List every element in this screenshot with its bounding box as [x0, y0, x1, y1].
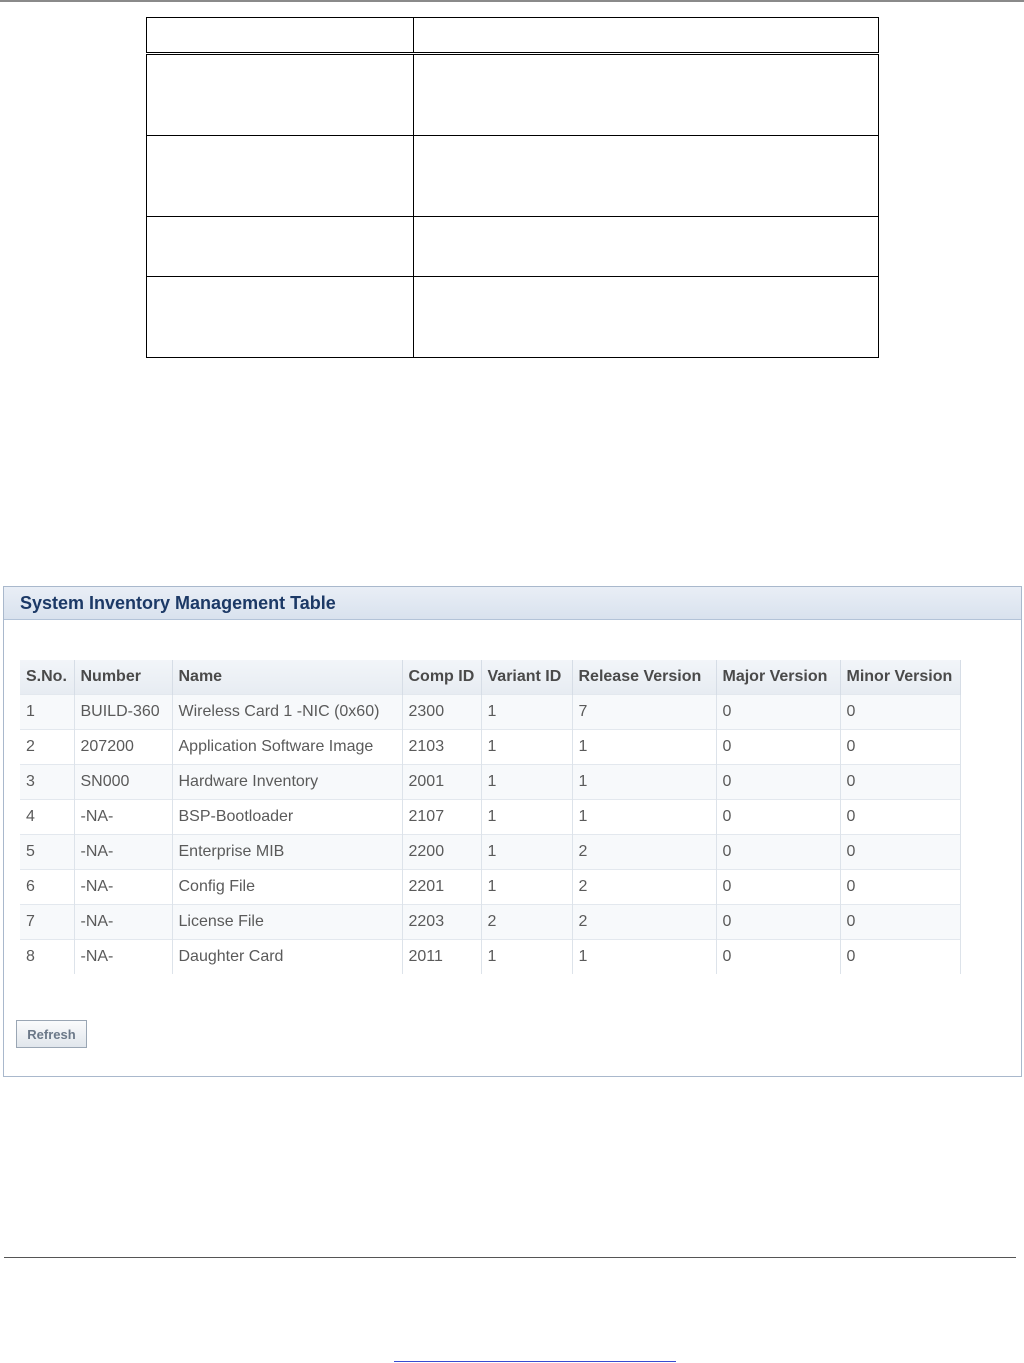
cell-sno: 2 [20, 730, 74, 765]
footer-rule [4, 1257, 1016, 1258]
top-rule [0, 0, 1024, 2]
parameter-row [147, 217, 879, 277]
cell-major-version: 0 [716, 765, 840, 800]
cell-sno: 1 [20, 695, 74, 730]
column-header-variant-id: Variant ID [481, 660, 572, 695]
cell-major-version: 0 [716, 730, 840, 765]
refresh-button[interactable]: Refresh [16, 1020, 87, 1048]
cell-name: Enterprise MIB [172, 835, 402, 870]
cell-name: Daughter Card [172, 940, 402, 975]
cell-name: Wireless Card 1 -NIC (0x60) [172, 695, 402, 730]
table-row [20, 835, 960, 870]
cell-name: License File [172, 905, 402, 940]
column-header-number: Number [74, 660, 172, 695]
cell-number: SN000 [74, 765, 172, 800]
cell-number: -NA- [74, 940, 172, 975]
column-header-release-version: Release Version [572, 660, 716, 695]
cell-minor-version: 0 [840, 940, 960, 975]
cell-variant-id: 2 [481, 905, 572, 940]
cell-variant-id: 1 [481, 765, 572, 800]
table-row [20, 905, 960, 940]
column-header-major-version: Major Version [716, 660, 840, 695]
parameter-table-header [147, 18, 879, 54]
cell-comp-id: 2011 [402, 940, 481, 975]
column-header-name: Name [172, 660, 402, 695]
cell-variant-id: 1 [481, 695, 572, 730]
table-row [20, 695, 960, 730]
parameter-table [146, 17, 879, 358]
table-row [20, 940, 960, 975]
inventory-panel [3, 586, 1022, 1077]
column-header-comp-id: Comp ID [402, 660, 481, 695]
cell-comp-id: 2001 [402, 765, 481, 800]
cell-comp-id: 2200 [402, 835, 481, 870]
footer-link-underline[interactable] [394, 1361, 676, 1362]
table-row [20, 800, 960, 835]
cell-major-version: 0 [716, 835, 840, 870]
cell-variant-id: 1 [481, 870, 572, 905]
cell-number: 207200 [74, 730, 172, 765]
cell-major-version: 0 [716, 695, 840, 730]
cell-major-version: 0 [716, 800, 840, 835]
cell-variant-id: 1 [481, 940, 572, 975]
parameter-header-cell [147, 18, 414, 54]
cell-major-version: 0 [716, 940, 840, 975]
cell-number: -NA- [74, 905, 172, 940]
cell-major-version: 0 [716, 905, 840, 940]
table-row [20, 765, 960, 800]
cell-minor-version: 0 [840, 800, 960, 835]
cell-number: BUILD-360 [74, 695, 172, 730]
cell-name: Config File [172, 870, 402, 905]
cell-release-version: 2 [572, 870, 716, 905]
cell-release-version: 7 [572, 695, 716, 730]
cell-minor-version: 0 [840, 730, 960, 765]
cell-comp-id: 2300 [402, 695, 481, 730]
cell-variant-id: 1 [481, 835, 572, 870]
inventory-header-row [20, 660, 960, 695]
cell-release-version: 1 [572, 800, 716, 835]
cell-minor-version: 0 [840, 765, 960, 800]
cell-minor-version: 0 [840, 905, 960, 940]
cell-comp-id: 2107 [402, 800, 481, 835]
column-header-sno: S.No. [20, 660, 74, 695]
cell-release-version: 1 [572, 765, 716, 800]
cell-comp-id: 2201 [402, 870, 481, 905]
cell-release-version: 2 [572, 905, 716, 940]
table-row [20, 870, 960, 905]
cell-sno: 3 [20, 765, 74, 800]
cell-sno: 8 [20, 940, 74, 975]
cell-major-version: 0 [716, 870, 840, 905]
panel-title: System Inventory Management Table [4, 587, 1021, 620]
cell-name: BSP-Bootloader [172, 800, 402, 835]
column-header-minor-version: Minor Version [840, 660, 960, 695]
cell-number: -NA- [74, 800, 172, 835]
inventory-table [20, 660, 961, 974]
cell-minor-version: 0 [840, 695, 960, 730]
parameter-row [147, 277, 879, 358]
cell-release-version: 1 [572, 730, 716, 765]
cell-minor-version: 0 [840, 870, 960, 905]
cell-comp-id: 2203 [402, 905, 481, 940]
cell-number: -NA- [74, 870, 172, 905]
cell-sno: 4 [20, 800, 74, 835]
cell-release-version: 1 [572, 940, 716, 975]
cell-minor-version: 0 [840, 835, 960, 870]
cell-variant-id: 1 [481, 800, 572, 835]
cell-sno: 7 [20, 905, 74, 940]
parameter-row [147, 54, 879, 136]
cell-variant-id: 1 [481, 730, 572, 765]
cell-name: Application Software Image [172, 730, 402, 765]
table-row [20, 730, 960, 765]
cell-sno: 6 [20, 870, 74, 905]
cell-name: Hardware Inventory [172, 765, 402, 800]
cell-release-version: 2 [572, 835, 716, 870]
parameter-header-cell [414, 18, 879, 54]
cell-sno: 5 [20, 835, 74, 870]
cell-number: -NA- [74, 835, 172, 870]
cell-comp-id: 2103 [402, 730, 481, 765]
parameter-row [147, 136, 879, 217]
